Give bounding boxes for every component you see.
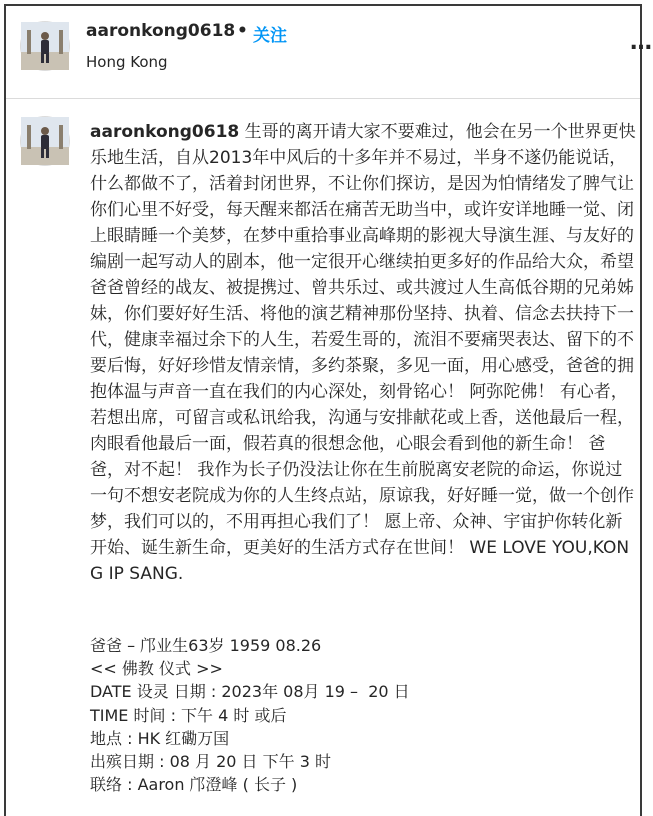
detail-line-funeral-date: 出殡日期 : 08 月 20 日 下午 3 时	[90, 752, 331, 772]
caption-body: 生哥的离开请大家不要难过，他会在另一个世界更快乐地生活，自从2013年中风后的十多年并不易过，半身不遂仍能说话，什么都做不了，活着封闭世界，不让你们探访，是因为怕情绪发了脾气让你们心里不好受，每天醒来都活在痛苦无助当中，或许安详地睡一觉、闭上眼睛睡一个美梦，在梦中重拾事业高峰期的影视大导演生涯、与友好的编剧一起写动人的剧本，他一定很开心继续拍更多好的作品给大众，希望爸爸曾经的战友、被提携过、曾共乐过、或共渡过人生高低谷期的兄弟姊妹，你们要好好生活、将他的演艺精神那份坚持、执着、信念去扶持下一代，健康幸福过余下的人生，若爱生哥的，流泪不要痛哭表达、留下的不要后悔，好好珍惜友情亲情，多约茶聚，多见一面，用心感受，爸爸的拥抱体温与声音一直在我们的内心深处，刻骨铭心！ 阿弥陀佛！ 有心者，若想出席，可留言或私讯给我，沟通与安排献花或上香，送他最后一程，肉眼看他最后一面，假若真的很想念他，心眼会看到他的新生命！ 爸爸，对不起！ 我作为长子仍没法让你在生前脱离安老院的命运，你说过一句不想安老院成为你的人生终点站，原谅我，好好睡一觉，做一个创作梦，我们可以的，不用再担心我们了！ 愿上帝、众神、宇宙护你转化新开始、诞生新生命，更美好的生活方式存在世间！ WE LOVE YOU,KONG IP SANG.	[90, 122, 636, 584]
detail-line-ceremony: << 佛教 仪式 >>	[90, 659, 223, 679]
caption-username[interactable]: aaronkong0618	[90, 122, 240, 142]
more-horizontal-icon[interactable]: …	[630, 30, 653, 55]
detail-line-contact: 联络 : Aaron 邝澄峰 ( 长子 )	[90, 775, 298, 795]
avatar-image	[21, 22, 69, 70]
post-frame	[4, 4, 653, 816]
separator-dot: •	[237, 21, 248, 41]
caption-text	[90, 119, 638, 587]
detail-line-date: DATE 设灵 日期 : 2023年 08月 19 – 20 日	[90, 682, 410, 702]
detail-line-time: TIME 时间 : 下午 4 时 或后	[90, 705, 287, 725]
detail-line-venue: 地点 : HK 红磡万国	[90, 728, 230, 748]
funeral-details	[90, 634, 638, 796]
detail-line-name: 爸爸 – 邝业生63岁 1959 08.26	[90, 636, 322, 655]
follow-button[interactable]: 关注	[253, 26, 287, 46]
post-author-username[interactable]: aaronkong0618	[86, 21, 236, 41]
avatar[interactable]	[20, 21, 70, 71]
caption-avatar[interactable]	[20, 116, 70, 166]
post-location[interactable]: Hong Kong	[86, 53, 168, 71]
header-divider	[6, 98, 640, 99]
avatar-image	[21, 117, 69, 165]
post-header	[6, 6, 653, 98]
